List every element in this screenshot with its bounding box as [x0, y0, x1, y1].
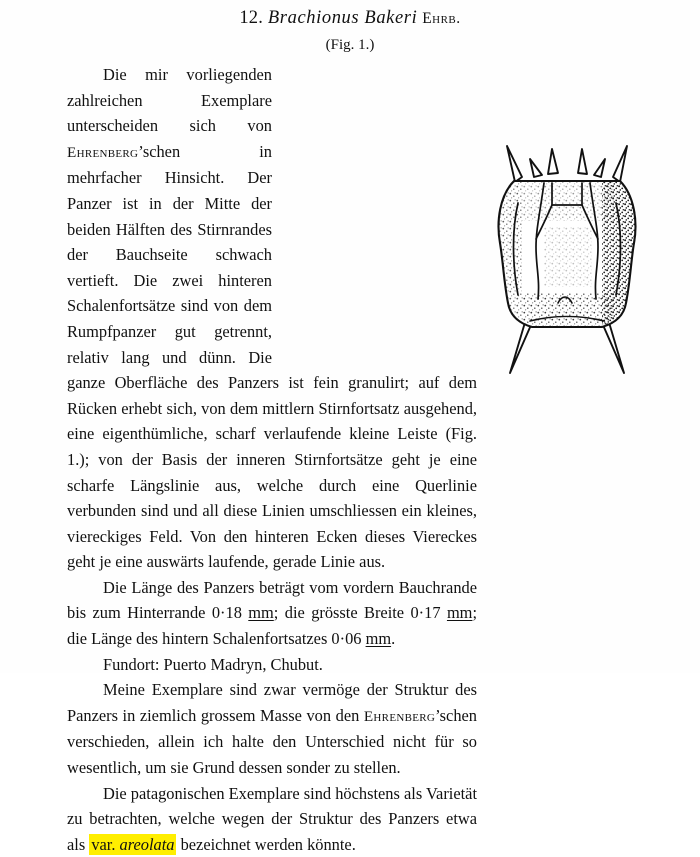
ehrenberg-citation-2: Ehrenberg	[363, 707, 436, 725]
species-name: Brachionus Bakeri	[267, 8, 418, 28]
page-title	[0, 8, 700, 29]
paragraph-measurements	[67, 575, 477, 652]
paragraph-comparison-part2: ’schen verschieden, allein ich halte den Unterschied nicht für so wesentlich, um sie Grund dessen sonder zu stellen.	[67, 705, 477, 778]
illustration-text-wrap-spacer	[272, 118, 477, 354]
unit-mm-2: mm	[446, 603, 473, 623]
variety-abbreviation: var.	[91, 834, 116, 854]
measurement-length-text: Die Länge des Panzers beträgt vom vordern Bauchrande bis zum Hinterrande 0·18	[67, 577, 477, 623]
rotifer-illustration	[474, 143, 660, 375]
measurement-width-text: ; die grösste Breite 0·17	[273, 603, 447, 623]
paragraph-comparison-part1: Meine Exemplare sind zwar vermöge der Struktur des Panzers in ziemlich grossem Masse von den	[67, 680, 477, 725]
paragraph-description-part2: ’schen in mehrfacher Hinsicht. Der Panzer ist in der Mitte der beiden Hälften des Stirnrandes der Bauchseite schwach vertieft. Die zwei hinteren Schalenfortsätze sind von dem Rumpfpanzer gut getrennt, relativ lang und dünn. Die ganze Oberfläche des Panzers ist fein granulirt; auf dem Rücken erhebt sich, von dem mittlern Stirnfortsatz ausgehend, eine eigenthümliche, scharf verlaufende kleine Leiste (Fig. 1.); von der Basis der inneren Stirnfortsätze geht je eine scharfe Längslinie aus, welche durch eine Querlinie verbunden sind und all diese Linien umschliessen ein kleines, viereckiges Feld. Von den hinteren Ecken dieses Viereckes geht je eine auswärts laufende, gerade Linie aus.	[67, 141, 477, 572]
paragraph-locality: Fundort: Puerto Madryn, Chubut.	[103, 654, 323, 674]
measurement-period: .	[391, 629, 396, 649]
paragraph-comparison	[67, 677, 477, 780]
article-body	[67, 62, 477, 857]
paragraph-description-part1: Die mir vorliegenden zahlreichen Exemplare unterscheiden sich von	[67, 65, 272, 136]
paragraph-variety	[67, 781, 477, 857]
unit-mm-1: mm	[248, 603, 274, 623]
paragraph-variety-part2: bezeichnet werden könnte.	[176, 834, 356, 854]
ehrenberg-citation: Ehrenberg	[67, 143, 139, 161]
variety-epithet: areolata	[119, 834, 175, 854]
entry-number: 12.	[239, 8, 264, 28]
unit-mm-3: mm	[365, 629, 392, 649]
figure-caption: (Fig. 1.)	[325, 37, 375, 53]
measurement-spine-text: ; die Länge des hintern Schalenfortsatzes 0·06	[67, 603, 477, 649]
species-authority: Ehrb.	[422, 10, 461, 27]
paragraph-variety-part1: Die patagonischen Exemplare sind höchstens als Varietät zu betrachten, welche wegen der Struktur des Panzers etwa als	[67, 783, 477, 854]
highlighted-variety-name	[89, 834, 176, 855]
